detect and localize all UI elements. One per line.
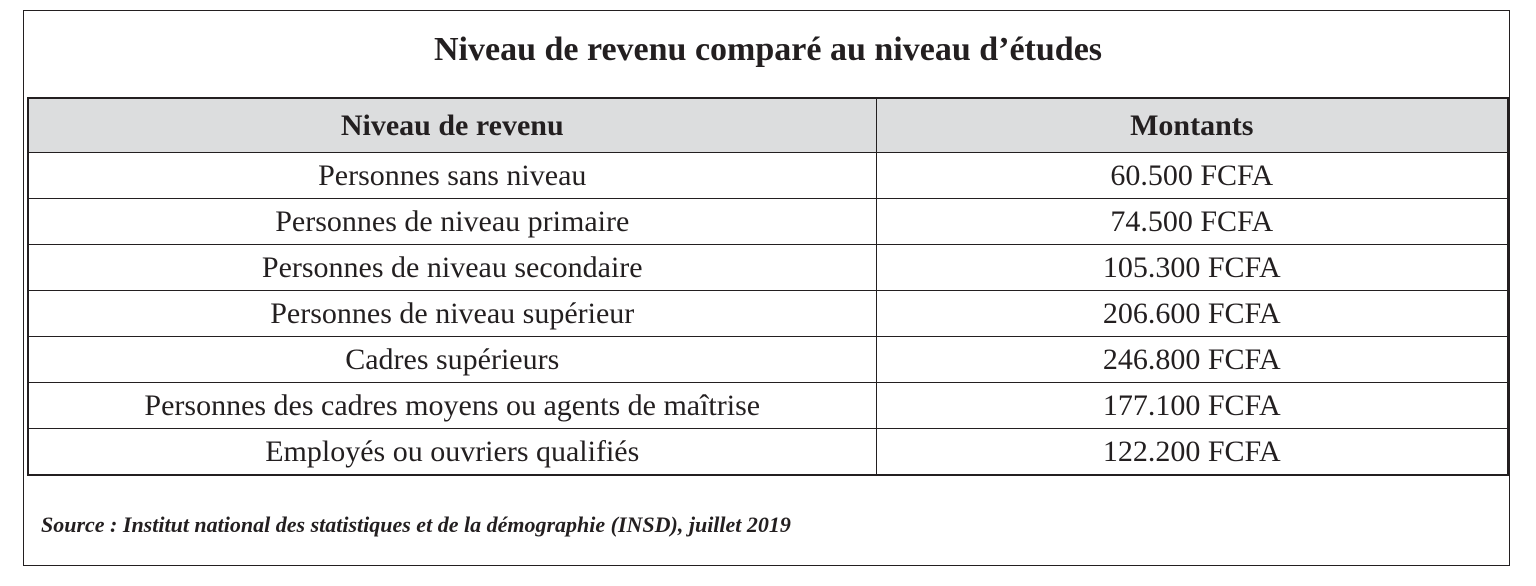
income-level-cell: Personnes des cadres moyens ou agents de maîtrise [28, 383, 876, 429]
income-level-cell: Personnes sans niveau [28, 153, 876, 199]
source-note: Source : Institut national des statistiques et de la démographie (INSD), juillet 2019 [41, 512, 791, 537]
amount-cell: 246.800 FCFA [876, 337, 1508, 383]
table-row [28, 199, 1508, 245]
income-level-cell: Personnes de niveau secondaire [28, 245, 876, 291]
amount-cell: 74.500 FCFA [876, 199, 1508, 245]
amount-cell: 122.200 FCFA [876, 429, 1508, 476]
column-header-income-level: Niveau de revenu [28, 98, 876, 153]
table-row [28, 153, 1508, 199]
table-row [28, 429, 1508, 476]
column-header-amounts: Montants [876, 98, 1508, 153]
table-row [28, 383, 1508, 429]
table-row [28, 245, 1508, 291]
table-header-row [28, 98, 1508, 153]
table-row [28, 337, 1508, 383]
amount-cell: 206.600 FCFA [876, 291, 1508, 337]
income-level-cell: Employés ou ouvriers qualifiés [28, 429, 876, 476]
income-level-cell: Cadres supérieurs [28, 337, 876, 383]
amount-cell: 60.500 FCFA [876, 153, 1508, 199]
income-level-cell: Personnes de niveau supérieur [28, 291, 876, 337]
amount-cell: 105.300 FCFA [876, 245, 1508, 291]
income-table [27, 97, 1509, 476]
page-title: Niveau de revenu comparé au niveau d’études [433, 31, 1103, 68]
amount-cell: 177.100 FCFA [876, 383, 1508, 429]
income-level-cell: Personnes de niveau primaire [28, 199, 876, 245]
table-row [28, 291, 1508, 337]
